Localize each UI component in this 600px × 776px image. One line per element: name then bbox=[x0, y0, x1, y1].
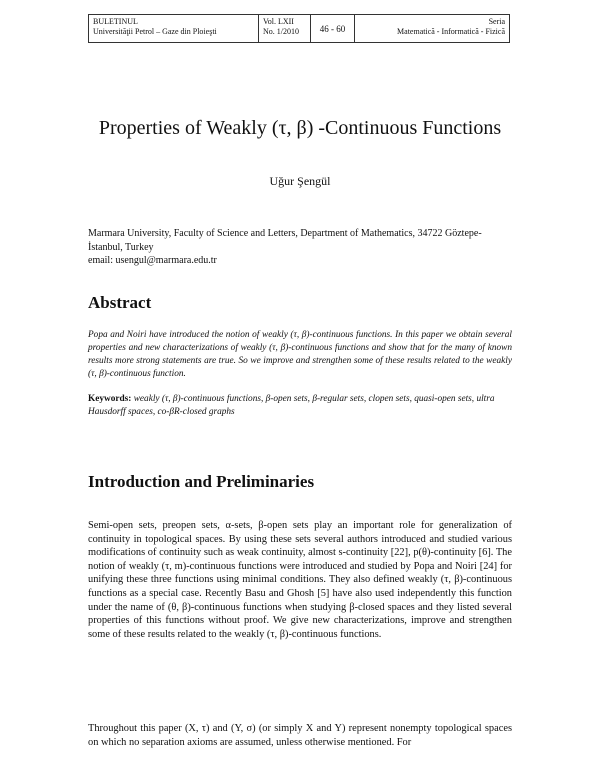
affiliation-line2: İstanbul, Turkey bbox=[88, 241, 154, 253]
volume-cell bbox=[259, 15, 311, 42]
author-email: email: usengul@marmara.edu.tr bbox=[88, 255, 217, 266]
keywords-list: weakly (τ, β)-continuous functions, β-open sets, β-regular sets, clopen sets, quasi-open sets, ultra Hausdorff spaces, co-βR-closed graphs bbox=[88, 394, 495, 417]
keywords-label: Keywords: bbox=[88, 394, 132, 404]
journal-name-line2: Universităţii Petrol – Gaze din Ploieşti bbox=[93, 27, 217, 36]
paper-title: Properties of Weakly (τ, β) -Continuous Functions bbox=[98, 117, 502, 139]
series-cell bbox=[355, 15, 509, 42]
abstract-heading: Abstract bbox=[88, 293, 152, 312]
intro-heading: Introduction and Preliminaries bbox=[88, 472, 315, 491]
affiliation-block bbox=[88, 227, 512, 268]
pages-label: 46 - 60 bbox=[319, 23, 346, 34]
keywords-block bbox=[88, 393, 512, 419]
pages-cell bbox=[311, 15, 355, 42]
issue-label: No. 1/2010 bbox=[263, 27, 299, 36]
series-line1: Seria bbox=[488, 17, 505, 26]
intro-paragraph-1: Semi-open sets, preopen sets, α-sets, β-open sets play an important role for generalization of continuity in topological spaces. By using these sets several authors introduced and studied various modifications of continuity such as weak continuity, almost s-continuity [22], p(θ)-continuity [6]. The notion of weakly (τ, m)-continuous functions were introduced and studied by Popa and Noiri [24] for unifying these three functions using minimal conditions. They also defined weakly (τ, β)-continuous functions as a special case. Recently Basu and Ghosh [5] have also used independently this function under the name of (θ, β)-continuous functions when studying β-closed spaces and they listed several properties of this functions without proof. We give new characterizations, improve and strengthen some of these results related to the weakly (τ, β)-continuous functions. bbox=[88, 520, 512, 640]
volume-label: Vol. LXII bbox=[263, 17, 294, 26]
paper-author: Uğur Şengül bbox=[269, 174, 331, 188]
journal-name-cell bbox=[89, 15, 259, 42]
intro-paragraph-2: Throughout this paper (X, τ) and (Y, σ) (or simply X and Y) represent nonempty topological spaces on which no separation axioms are assumed, unless otherwise mentioned. For bbox=[88, 723, 512, 748]
journal-header bbox=[88, 14, 510, 43]
abstract-text: Popa and Noiri have introduced the notion of weakly (τ, β)-continuous functions. In this paper we obtain several properties and new characterizations of weakly (τ, β)-continuous functions and show that for the many of known results more strong statements are true. So we improve and strengthen some of these results related to the weakly (τ, β)-continuous function. bbox=[88, 330, 512, 379]
affiliation-line1: Marmara University, Faculty of Science and Letters, Department of Mathematics, 34722 Göztepe- bbox=[88, 228, 482, 239]
series-line2: Matematică - Informatică - Fizică bbox=[397, 27, 505, 36]
journal-name-line1: BULETINUL bbox=[93, 17, 138, 26]
